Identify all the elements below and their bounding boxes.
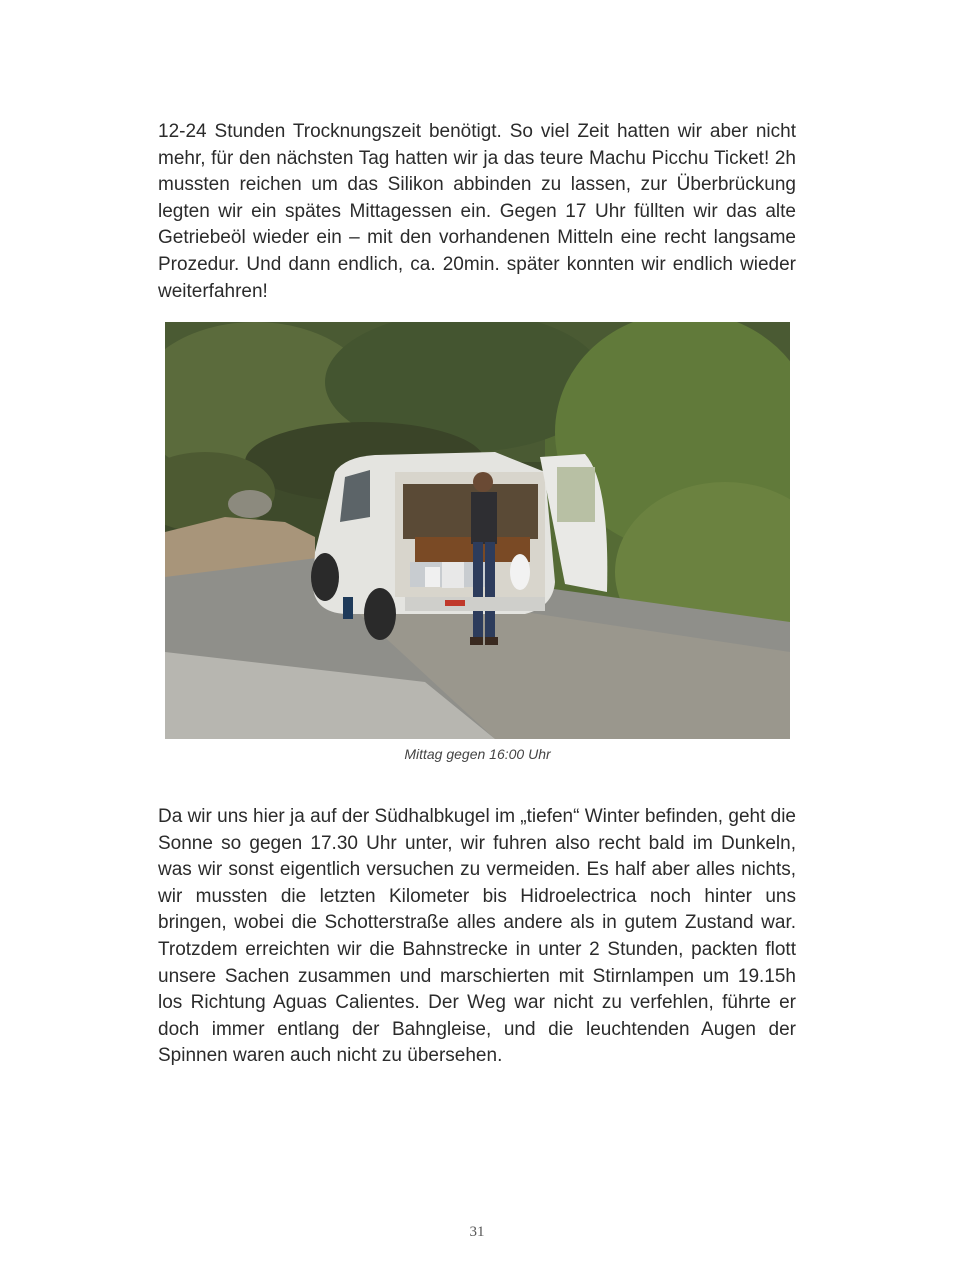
- paragraph-2: Da wir uns hier ja auf der Südhalbkugel im „tiefen“ Winter befinden, geht die Sonne so gegen 17.30 Uhr unter, wir fuhren also recht bald im Dunkeln, was wir sonst eigentlich versuchen zu vermeiden. Es half aber alles nichts, wir mussten die letzten Kilometer bis Hidroelectrica noch hinter uns bringen, wobei die Schotterstraße alles andere als in gutem Zustand war. Trotzdem erreichten wir die Bahnstrecke in unter 2 Stunden, packten flott unsere Sachen zusammen und marschierten mit Stirnlampen um 19.15h los Richtung Aguas Calientes. Der Weg war nicht zu verfehlen, führte er doch immer entlang der Bahngleise, und die leuchtenden Augen der Spinnen waren auch nicht zu übersehen.: [158, 806, 796, 1067]
- page-number: 31: [469, 1224, 485, 1240]
- photo-van-roadside: [165, 322, 790, 739]
- paragraph-1: 12-24 Stunden Trocknungszeit benötigt. So viel Zeit hatten wir aber nicht mehr, für den nächsten Tag hatten wir ja das teure Machu Picchu Ticket! 2h mussten reichen um das Silikon abbinden zu lassen, zur Überbrückung legten wir ein spätes Mittagessen ein. Gegen 17 Uhr füllten wir das alte Getriebeöl wieder ein – mit den vorhandenen Mitteln eine recht langsame Prozedur. Und dann endlich, ca. 20min. später konnten wir endlich wieder weiterfahren!: [158, 121, 796, 302]
- photo-caption: Mittag gegen 16:00 Uhr: [404, 746, 551, 762]
